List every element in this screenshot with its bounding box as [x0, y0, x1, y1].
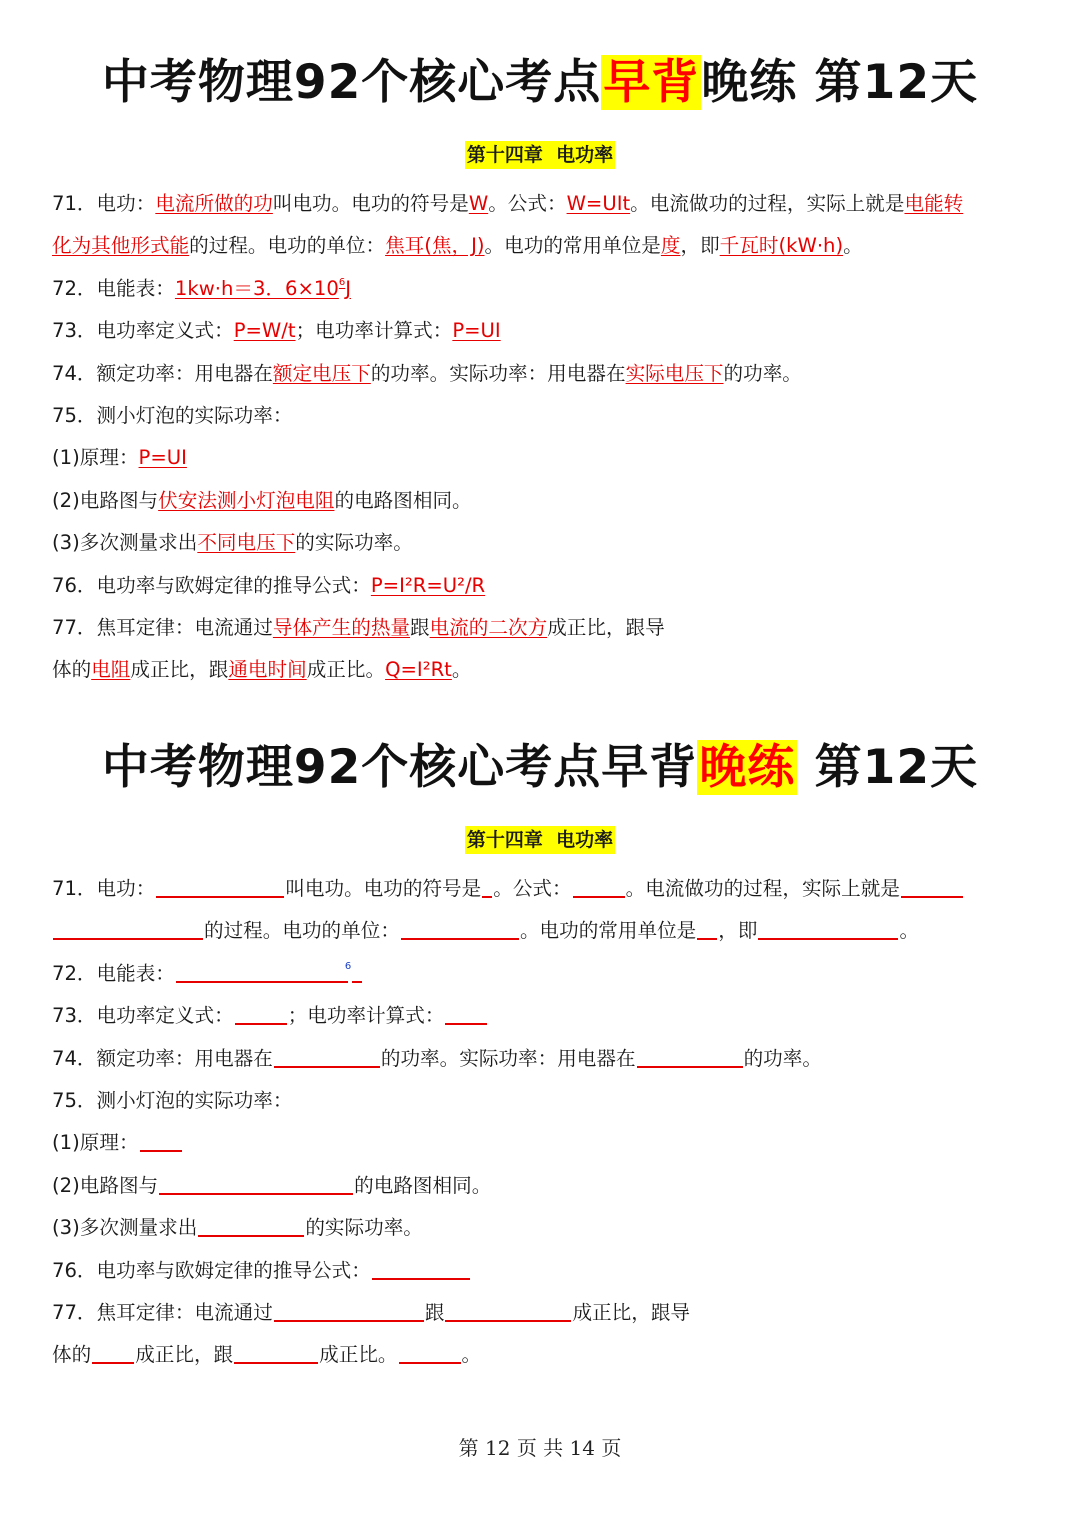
item-77-line2 — [52, 1334, 1037, 1376]
fill-blank[interactable] — [901, 895, 963, 898]
answer: 电流所做的功 — [155, 192, 273, 215]
text: 。公式： — [493, 877, 572, 900]
item-75-3 — [52, 522, 1037, 564]
item-71-line2 — [52, 910, 1037, 952]
text: 成正比。 — [319, 1343, 398, 1367]
answer: 电流的二次方 — [429, 615, 548, 639]
item-77-line1 — [52, 1292, 1037, 1334]
fill-blank[interactable] — [372, 1277, 470, 1280]
fill-blank[interactable] — [445, 1022, 487, 1025]
title-text: 中考物理92个核心考点 — [101, 55, 602, 110]
item-73 — [52, 995, 1037, 1037]
answer-section — [0, 48, 1080, 692]
text: 。电流做功的过程，实际上就是 — [625, 877, 900, 900]
text: 75．测小灯泡的实际功率： — [52, 403, 293, 427]
text: 71．电功： — [52, 877, 156, 900]
answer: P=W/t — [233, 319, 296, 343]
text: 的电路图相同。 — [334, 488, 472, 512]
text: 。 — [461, 1343, 482, 1367]
answer: 额定电压下 — [272, 361, 371, 385]
answer: 度 — [660, 234, 681, 258]
text: 跟 — [424, 1300, 445, 1324]
fill-blank[interactable] — [140, 1149, 182, 1152]
text: ，即 — [680, 234, 720, 258]
item-76 — [52, 565, 1037, 607]
title-highlight: 早背 — [603, 55, 700, 110]
chapter-label: 第十四章 电功率 — [465, 141, 615, 169]
fill-blank[interactable] — [352, 980, 362, 983]
text: 叫电功。电功的符号是 — [272, 192, 469, 215]
text: 的过程。电功的单位： — [189, 234, 386, 258]
item-73 — [52, 310, 1037, 352]
answer: 电能转 — [904, 192, 964, 215]
item-75-3 — [52, 1207, 1037, 1249]
text: 。公式： — [488, 192, 567, 215]
chapter-heading — [0, 826, 1080, 856]
answer: Q=I²Rt — [385, 658, 452, 682]
title-text: 中考物理92个核心考点早背 — [101, 740, 698, 795]
practice-section — [0, 733, 1080, 1377]
text: (1)原理： — [52, 446, 139, 470]
text: 76．电功率与欧姆定律的推导公式： — [52, 1258, 371, 1282]
answer-list — [0, 183, 1080, 692]
answer: 伏安法测小灯泡电阻 — [158, 488, 335, 512]
page-title — [0, 48, 1080, 118]
text: 77．焦耳定律：电流通过 — [52, 615, 273, 639]
item-71-line2 — [52, 225, 1037, 267]
fill-blank[interactable] — [53, 937, 203, 940]
text: (1)原理： — [52, 1131, 139, 1155]
text: 成正比。 — [306, 658, 386, 682]
answer: 通电时间 — [228, 658, 307, 682]
text: 74．额定功率：用电器在 — [52, 1046, 273, 1070]
text: 71．电功： — [52, 192, 156, 215]
text: (2)电路图与 — [52, 488, 159, 512]
text: (2)电路图与 — [52, 1173, 159, 1197]
fill-blank[interactable] — [92, 1361, 134, 1364]
exponent: 6 — [338, 276, 346, 288]
text: 73．电功率定义式： — [52, 319, 234, 343]
answer: W=UIt — [566, 192, 631, 215]
answer: P=UI — [138, 446, 187, 470]
text: 成正比，跟导 — [572, 1300, 691, 1324]
text: 。 — [899, 919, 920, 943]
text: ；电功率计算式： — [295, 319, 453, 343]
fill-blank[interactable] — [176, 980, 348, 983]
item-71-line1 — [52, 183, 1037, 225]
text: ；电功率计算式： — [287, 1004, 445, 1028]
answer: 不同电压下 — [197, 531, 296, 555]
item-75 — [52, 395, 1037, 437]
text: ，即 — [718, 919, 758, 943]
fill-blank[interactable] — [401, 937, 519, 940]
text: 跟 — [410, 615, 430, 639]
text: 的功率。实际功率：用电器在 — [370, 361, 626, 385]
text: 。 — [451, 658, 472, 682]
page-title — [0, 733, 1080, 803]
text: 的功率。 — [743, 1046, 822, 1070]
text: 体的 — [52, 1343, 92, 1367]
fill-blank[interactable] — [159, 1192, 353, 1195]
item-75 — [52, 1080, 1037, 1122]
text: 72．电能表： — [52, 961, 175, 985]
answer: W — [468, 192, 489, 215]
answer: 化为其他形式能 — [52, 234, 190, 258]
text: 成正比，跟 — [135, 1343, 234, 1367]
page-number: 第 12 页 共 14 页 — [458, 1436, 622, 1460]
text: 73．电功率定义式： — [52, 1004, 234, 1028]
text: 成正比，跟 — [130, 658, 229, 682]
answer: 导体产生的热量 — [272, 615, 411, 639]
fill-blank[interactable] — [274, 1065, 380, 1068]
text: 体的 — [52, 658, 92, 682]
text: 的实际功率。 — [305, 1216, 423, 1240]
text: 的实际功率。 — [295, 531, 413, 555]
item-77-line2 — [52, 649, 1037, 691]
fill-blank[interactable] — [198, 1234, 304, 1237]
chapter-label: 第十四章 电功率 — [465, 826, 615, 854]
item-75-1 — [52, 437, 1037, 479]
answer: 实际电压下 — [625, 361, 724, 385]
title-text-end: 第12天 — [797, 740, 979, 795]
text: 。 — [843, 234, 863, 258]
answer: 千瓦时(kW·h) — [719, 234, 844, 258]
answer: 电阻 — [91, 658, 131, 682]
text: (3)多次测量求出 — [52, 531, 198, 555]
chapter-heading — [0, 141, 1080, 171]
fill-blank[interactable] — [274, 1319, 424, 1322]
item-77-line1 — [52, 607, 1037, 649]
text: 74．额定功率：用电器在 — [52, 361, 273, 385]
answer: P=UI — [452, 319, 501, 343]
fill-blank[interactable] — [445, 1319, 571, 1322]
text: 。电流做功的过程，实际上就是 — [630, 192, 905, 215]
fill-blank[interactable] — [758, 937, 898, 940]
text: 75．测小灯泡的实际功率： — [52, 1088, 293, 1112]
answer: J — [345, 276, 352, 300]
answer: P=I²R=U²/R — [370, 573, 486, 597]
practice-list — [0, 868, 1080, 1377]
fill-blank[interactable] — [697, 937, 717, 940]
fill-blank[interactable] — [637, 1065, 743, 1068]
item-74 — [52, 353, 1037, 395]
text: 77．焦耳定律：电流通过 — [52, 1300, 273, 1324]
text: 的功率。实际功率：用电器在 — [380, 1046, 636, 1070]
item-75-2 — [52, 1165, 1037, 1207]
text: 。电功的常用单位是 — [484, 234, 661, 258]
text: 的过程。电功的单位： — [204, 919, 400, 943]
text: 成正比，跟导 — [547, 615, 665, 639]
item-71-line1 — [52, 868, 1037, 910]
title-text-end: 晚练 第12天 — [701, 55, 979, 110]
item-72 — [52, 953, 1037, 995]
fill-blank[interactable] — [156, 895, 284, 898]
text: 叫电功。电功的符号是 — [285, 877, 482, 900]
fill-blank[interactable] — [234, 1361, 318, 1364]
item-74 — [52, 1038, 1037, 1080]
fill-blank[interactable] — [235, 1022, 287, 1025]
title-highlight: 晚练 — [699, 740, 796, 795]
text: 72．电能表： — [52, 276, 175, 300]
fill-blank[interactable] — [399, 1361, 461, 1364]
text: 。电功的常用单位是 — [519, 919, 697, 943]
answer: 1kw·h＝3．6×10 — [174, 276, 339, 300]
text: 的功率。 — [723, 361, 802, 385]
answer: 焦耳(焦，J) — [385, 234, 485, 258]
text: 的电路图相同。 — [354, 1173, 492, 1197]
text: (3)多次测量求出 — [52, 1216, 198, 1240]
text: 76．电功率与欧姆定律的推导公式： — [52, 573, 371, 597]
item-72 — [52, 268, 1037, 310]
fill-blank[interactable] — [573, 895, 625, 898]
item-75-1 — [52, 1122, 1037, 1164]
fill-blank[interactable] — [482, 895, 492, 898]
item-75-2 — [52, 480, 1037, 522]
item-76 — [52, 1250, 1037, 1292]
exponent: 6 — [344, 960, 352, 972]
